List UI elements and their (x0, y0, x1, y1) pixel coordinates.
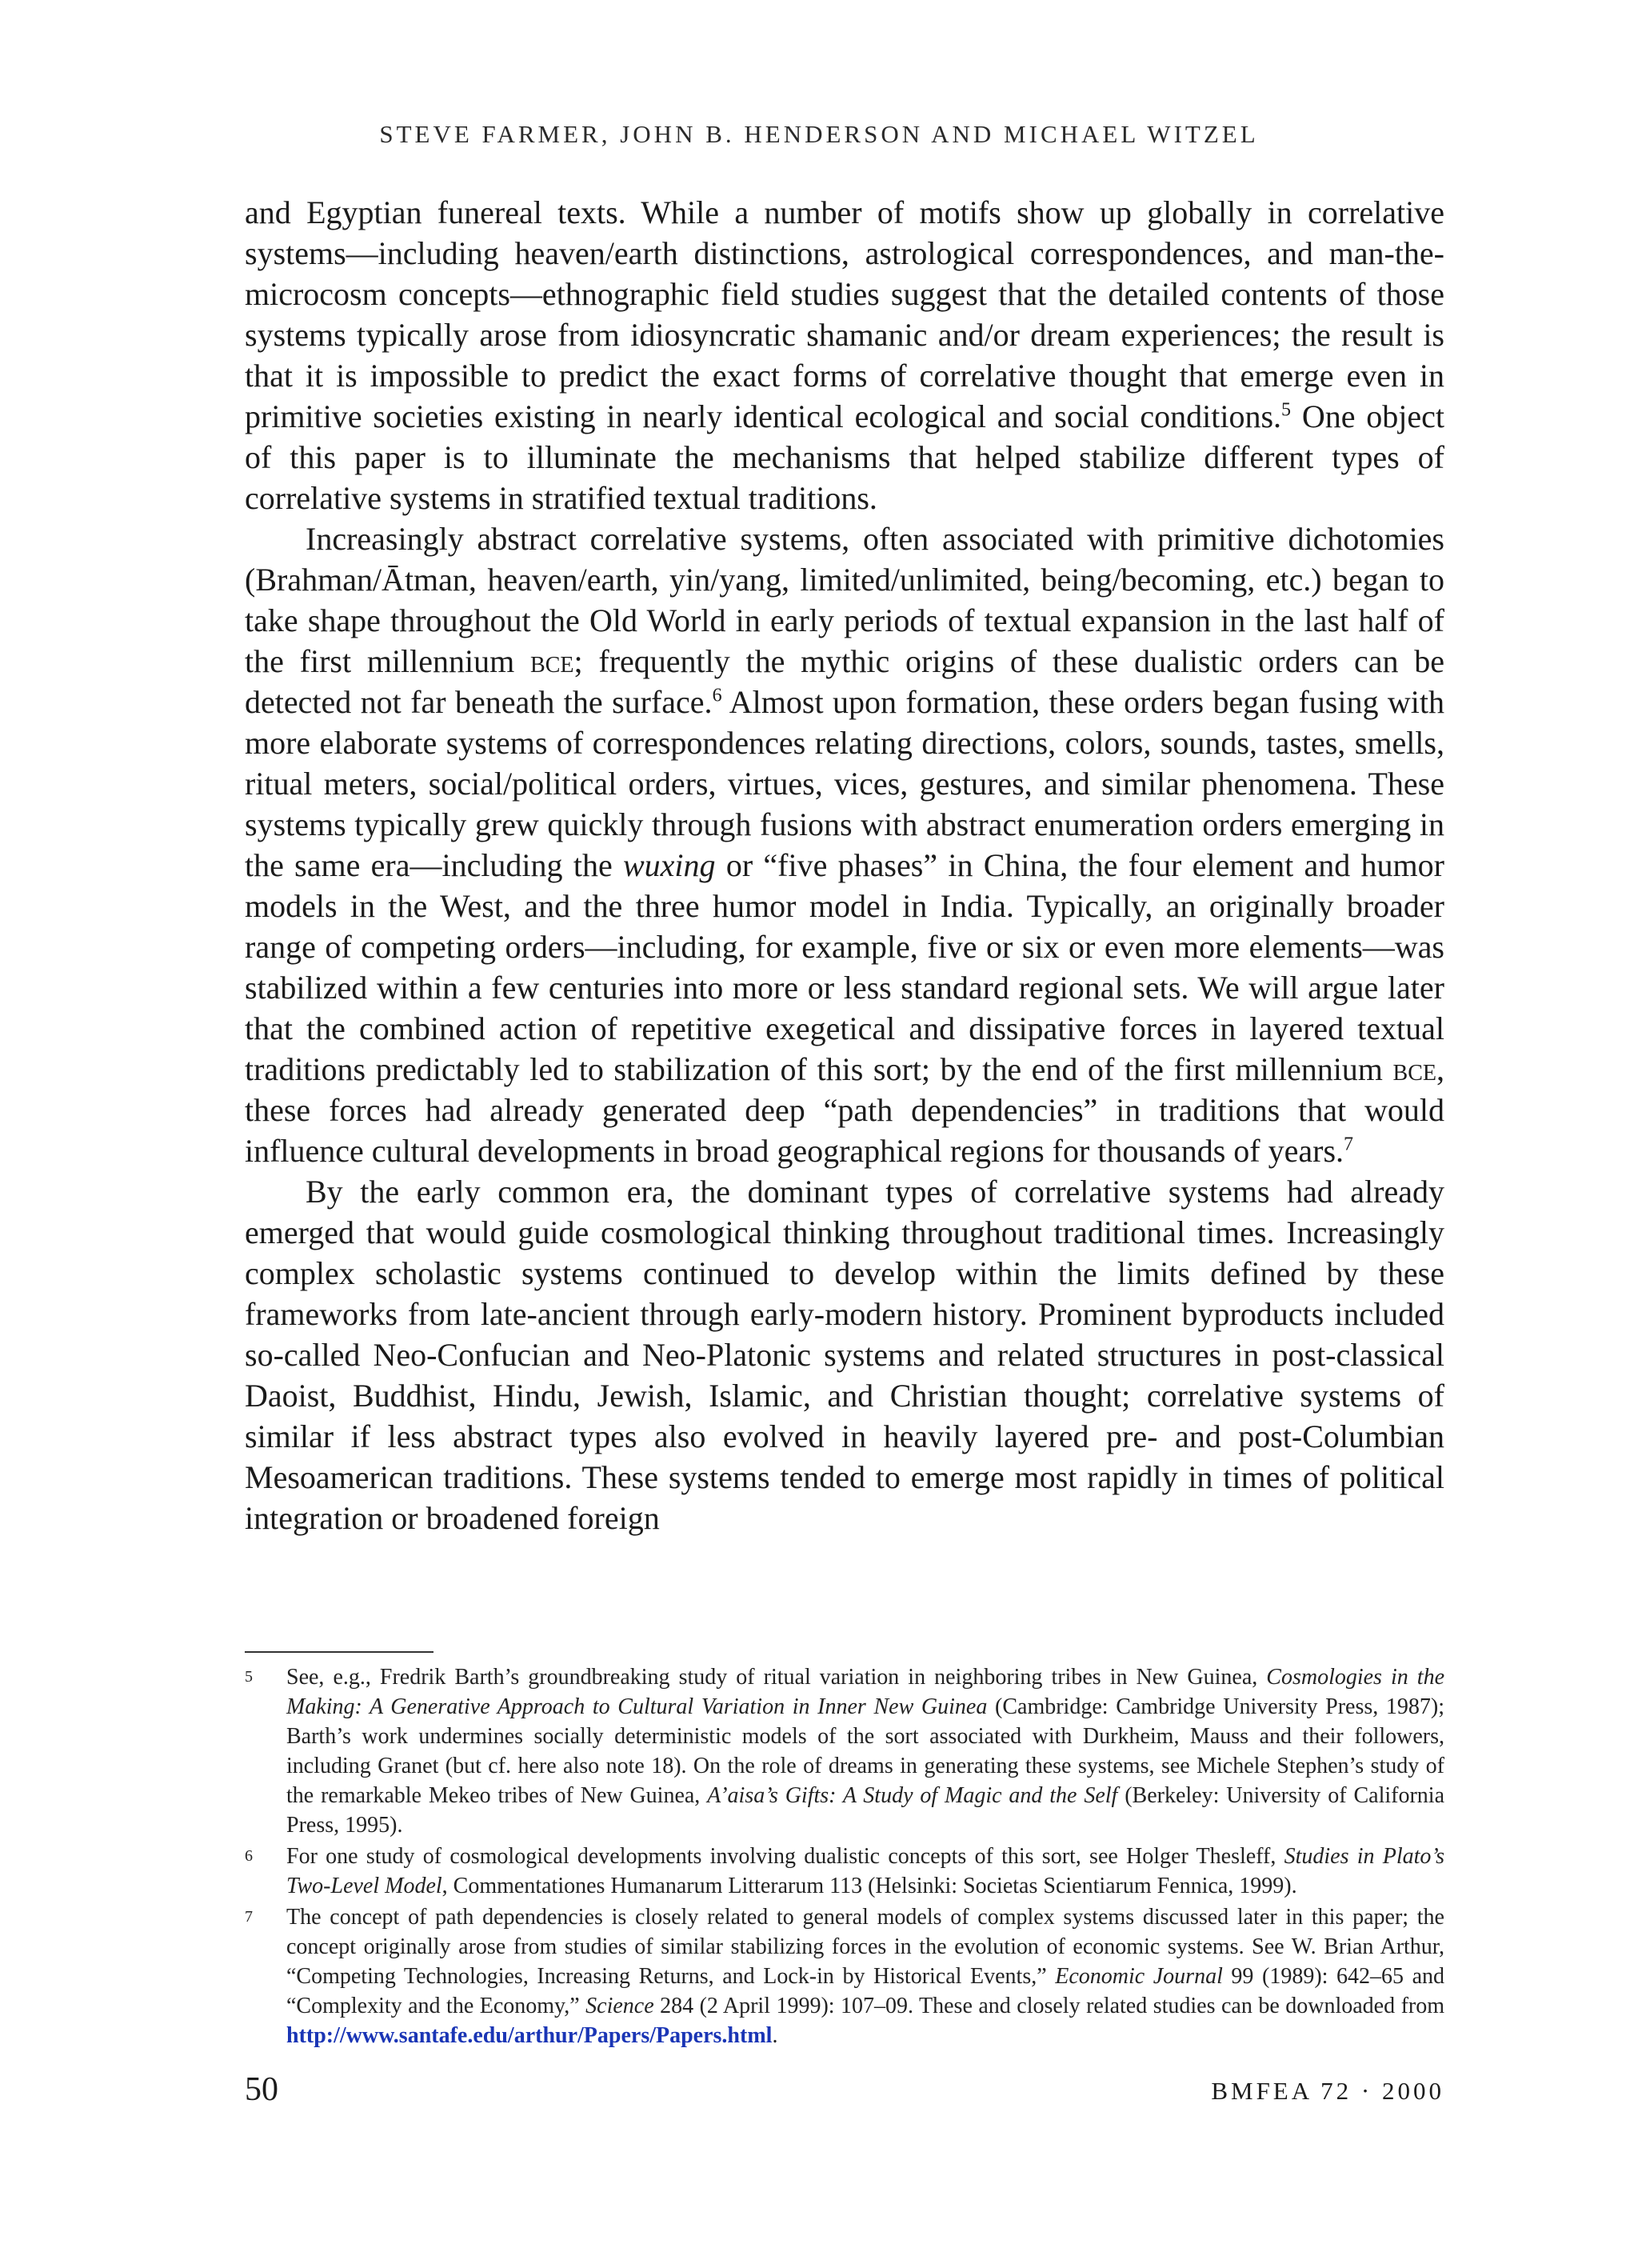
paragraph-2 (245, 518, 1444, 1171)
p1-text-b: One object of this paper is to illuminate the mechanisms that helped stabilize different types of correlative systems in stratified textual traditions. (245, 398, 1445, 516)
book-title: A’aisa’s Gifts: A Study of Magic and the Self (707, 1783, 1118, 1808)
page-number: 50 (245, 2071, 278, 2108)
footnote-number: 7 (245, 1908, 253, 1926)
footnote-ref-5[interactable]: 5 (1281, 399, 1292, 421)
journal-label: BMFEA 72 · 2000 (1211, 2077, 1444, 2105)
footnote-text: 99 (1989): 642–65 and “Complexity and the Economy,” (286, 1964, 1445, 2018)
p2-text-d: or “five phases” in China, the four element and humor models in the West, and the three humor model in India. Typically, an originally broader range of competing orders—including, for example, five or six or even more elements—was stabilized within a few centuries into more or less standard regional sets. We will argue later that the combined action of repetitive exegetical and dissipative forces in layered textual traditions predictably led to stabilization of this sort; by the end of the first millennium (245, 847, 1444, 1087)
footnote-ref-7[interactable]: 7 (1344, 1134, 1354, 1155)
book-title: Studies in Plato’s Two-Level Model (286, 1844, 1445, 1898)
footnote-text: , Commentationes Humanarum Litterarum 113 (Helsinki: Societas Scientiarum Fennica, 1999). (441, 1874, 1297, 1898)
journal-title: Economic Journal (1055, 1964, 1223, 1989)
footnote-7 (245, 1902, 1444, 2050)
era-abbrev: bce (530, 643, 574, 679)
footnote-text: The concept of path dependencies is closely related to general models of complex systems discussed later in this paper; the concept originally arose from studies of similar stabilizing forces in the evolution of economic systems. See W. Brian Arthur, “Competing Technologies, Increasing Returns, and Lock-in by Historical Events,” (286, 1905, 1444, 1989)
footnote-text: (Berkeley: University of California Press, 1995). (286, 1783, 1444, 1838)
footnote-text: For one study of cosmological developments involving dualistic concepts of this sort, see Holger Thesleff, (286, 1844, 1284, 1869)
footnotes (245, 1662, 1444, 2052)
main-text (245, 192, 1444, 1538)
paragraph-1 (245, 192, 1444, 518)
paragraph-3: By the early common era, the dominant types of correlative systems had already emerged that would guide cosmological thinking throughout traditional times. Increasingly complex scholastic systems continued to develop within the limits defined by these frameworks from late-ancient through early-modern history. Prominent byproducts included so-called Neo-Confucian and Neo-Platonic systems and related structures in post-classical Daoist, Buddhist, Hindu, Jewish, Islamic, and Christian thought; correlative systems of similar if less abstract types also evolved in heavily layered pre- and post-Columbian Mesoamerican traditions. These systems tended to emerge most rapidly in times of political integration or broadened foreign (245, 1174, 1444, 1536)
p2-text-c: Almost upon formation, these orders began fusing with more elaborate systems of correspondences relating directions, colors, sounds, tastes, smells, ritual meters, social/political orders, virtues, vices, gestures, and similar phenomena. These systems typically grew quickly through fusions with abstract enumeration orders emerging in the same era—including the (245, 684, 1444, 883)
book-title: Cosmologies in the Making: A Generative Approach to Cultural Variation in Inner New Guinea (286, 1665, 1444, 1719)
footnote-6 (245, 1842, 1444, 1901)
p2-text-e: , these forces had already generated deep “path dependencies” in traditions that would influence cultural developments in broad geographical regions for thousands of years. (245, 1051, 1444, 1169)
footnote-text: See, e.g., Fredrik Barth’s groundbreaking study of ritual variation in neighboring tribes in New Guinea, (286, 1665, 1267, 1690)
footnote-text: (Cambridge: Cambridge University Press, 1987); Barth’s work undermines socially deterministic models of the sort associated with Durkheim, Mauss and their followers, including Granet (but cf. here also note 18). On the role of dreams in generating these systems, see Michele Stephen’s study of the remarkable Mekeo tribes of New Guinea, (286, 1694, 1445, 1808)
papers-link[interactable]: http://www.santafe.edu/arthur/Papers/Papers.html (286, 2023, 773, 2048)
footnote-text: . (772, 2023, 778, 2048)
journal-title: Science (585, 1994, 654, 2018)
footnote-5 (245, 1662, 1444, 1840)
p2-text-b: ; frequently the mythic origins of these dualistic orders can be detected not far beneath the surface. (245, 643, 1445, 720)
footnote-ref-6[interactable]: 6 (712, 685, 722, 706)
running-head: STEVE FARMER, JOHN B. HENDERSON AND MICHAEL WITZEL (379, 120, 1259, 148)
footnote-divider (245, 1651, 433, 1653)
footnote-number: 5 (245, 1668, 253, 1686)
term-wuxing: wuxing (622, 847, 716, 883)
footnote-number: 6 (245, 1847, 253, 1865)
footnote-text: 284 (2 April 1999): 107–09. These and closely related studies can be downloaded from (653, 1994, 1444, 2018)
era-abbrev: bce (1392, 1051, 1436, 1087)
p2-text-a: Increasingly abstract correlative systems, often associated with primitive dichotomies (Brahman/Ātman, heaven/earth, yin/yang, limited/unlimited, being/becoming, etc.) began to take shape throughout the Old World in early periods of textual expansion in the last half of the first millennium (245, 521, 1444, 679)
p1-text-a: and Egyptian funereal texts. While a number of motifs show up globally in correlative systems—including heaven/earth distinctions, astrological correspondences, and man-the-microcosm concepts—ethnographic field studies suggest that the detailed contents of those systems typically arose from idiosyncratic shamanic and/or dream experiences; the result is that it is impossible to predict the exact forms of correlative thought that emerge even in primitive societies existing in nearly identical ecological and social conditions. (245, 194, 1444, 434)
